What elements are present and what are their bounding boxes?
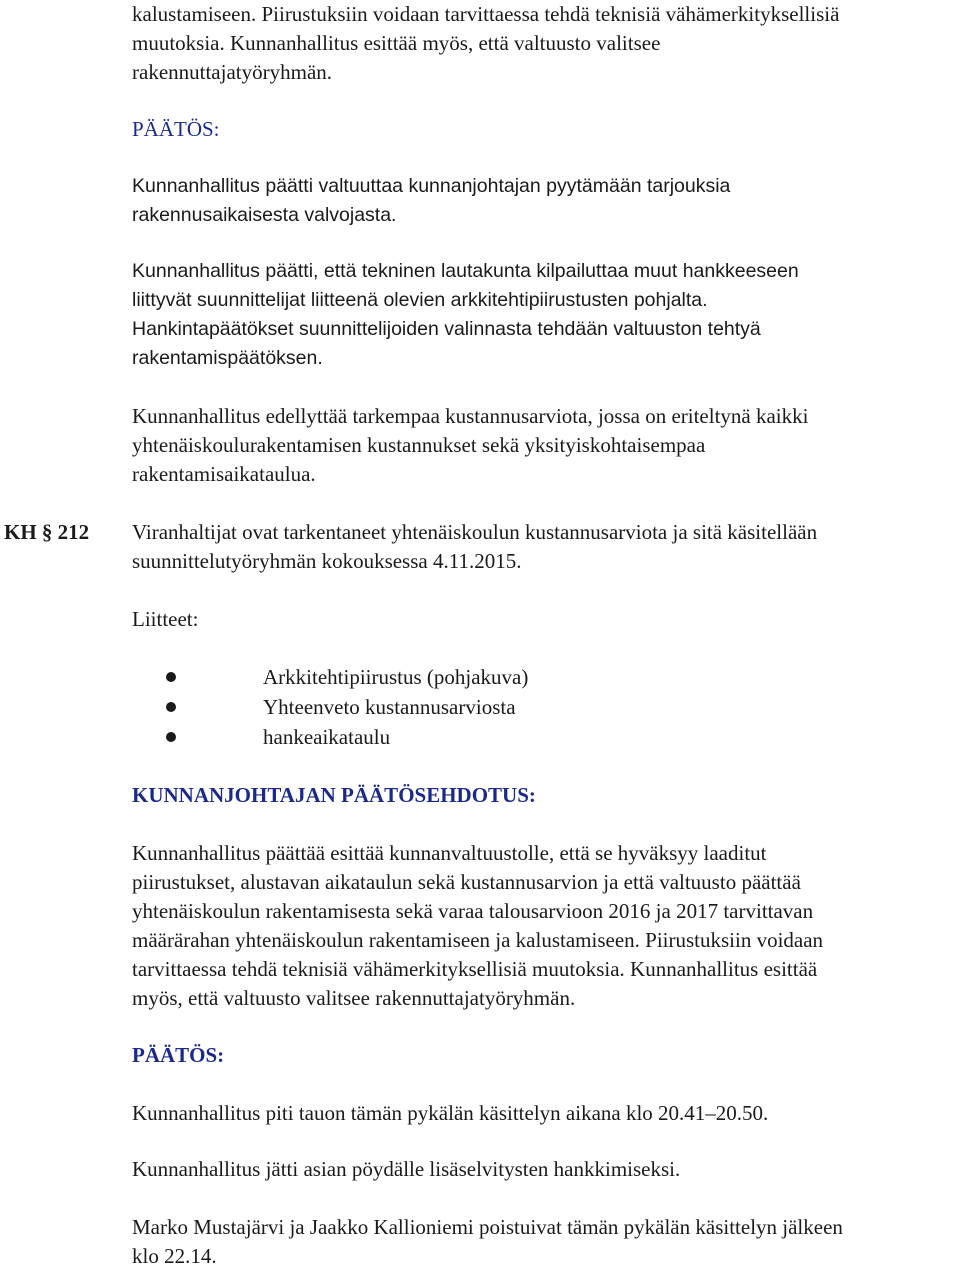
attachment-label: Arkkitehtipiirustus (pohjakuva) (263, 665, 529, 689)
text-line: yhtenäiskoulurakentamisen kustannukset sekä yksityiskohtaisempaa (132, 433, 706, 457)
text-line: Kunnanhallitus päättää esittää kunnanvaltuustolle, että se hyväksyy laaditut (132, 841, 767, 865)
attachments-list (166, 662, 528, 752)
text-line: tarvittaessa tehdä teknisiä vähämerkityksellisiä muutoksia. Kunnanhallitus esittää (132, 957, 818, 981)
text-line: Marko Mustajärvi ja Jaakko Kallioniemi poistuivat tämän pykälän käsittelyn jälkeen (132, 1215, 843, 1239)
text-line: Kunnanhallitus edellyttää tarkempaa kustannusarviota, jossa on eriteltynä kaikki (132, 404, 809, 428)
list-item (166, 692, 528, 722)
bullet-icon (166, 732, 176, 742)
intro-paragraph (132, 0, 960, 87)
text-line: klo 22.14. (132, 1244, 217, 1268)
attachment-label: Yhteenveto kustannusarviosta (263, 695, 516, 719)
text-line: yhtenäiskoulun rakentamisesta sekä varaa talousarvioon 2016 ja 2017 tarvittavan (132, 899, 814, 923)
text-line: liittyvät suunnittelijat liitteenä olevien arkkitehtipiirustusten pohjalta. (132, 289, 708, 311)
list-item (166, 722, 528, 752)
decision-paragraph (132, 1213, 960, 1271)
proposal-paragraph (132, 839, 960, 1013)
text-line: Viranhaltijat ovat tarkentaneet yhtenäiskoulun kustannusarviota ja sitä käsitellään (132, 520, 818, 544)
text-line: piirustukset, alustavan aikataulun sekä kustannusarvion ja että valtuusto päättää (132, 870, 801, 894)
text-line: muutoksia. Kunnanhallitus esittää myös, että valtuusto valitsee (132, 31, 661, 55)
text-line: kalustamiseen. Piirustuksiin voidaan tarvittaessa tehdä teknisiä vähämerkityksellisiä (132, 2, 840, 26)
proposal-heading: KUNNANJOHTAJAN PÄÄTÖSEHDOTUS: (132, 783, 536, 807)
text-line: rakentamisaikataulua. (132, 462, 316, 486)
text-line: Hankintapäätökset suunnittelijoiden valinnasta tehdään valtuuston tehtyä (132, 318, 761, 340)
decision-paragraph (132, 402, 960, 489)
attachments-heading: Liitteet: (132, 607, 199, 631)
text-line: rakennusaikaisesta valvojasta. (132, 204, 397, 226)
attachment-label: hankeaikataulu (263, 725, 391, 749)
text-line: Kunnanhallitus jätti asian pöydälle lisäselvitysten hankkimiseksi. (132, 1157, 681, 1181)
text-line: suunnittelutyöryhmän kokouksessa 4.11.2015. (132, 549, 522, 573)
text-line: rakennuttajatyöryhmän. (132, 60, 333, 84)
decision-paragraph (132, 257, 960, 373)
list-item (166, 662, 528, 692)
decision-paragraph (132, 1099, 960, 1128)
text-line: määrärahan yhtenäiskoulun rakentamiseen ja kalustamiseen. Piirustuksiin voidaan (132, 928, 824, 952)
decision-paragraph (132, 172, 960, 230)
section-paragraph (132, 518, 960, 576)
text-line: Kunnanhallitus piti tauon tämän pykälän käsittelyn aikana klo 20.41–20.50. (132, 1101, 769, 1125)
decision-heading: PÄÄTÖS: (132, 117, 220, 141)
decision-heading: PÄÄTÖS: (132, 1043, 225, 1067)
decision-paragraph (132, 1155, 960, 1184)
text-line: Kunnanhallitus päätti, että tekninen lautakunta kilpailuttaa muut hankkeeseen (132, 260, 799, 282)
section-number: KH § 212 (4, 520, 90, 544)
text-line: myös, että valtuusto valitsee rakennuttajatyöryhmän. (132, 986, 576, 1010)
bullet-icon (166, 672, 176, 682)
text-line: Kunnanhallitus päätti valtuuttaa kunnanjohtajan pyytämään tarjouksia (132, 175, 731, 197)
text-line: rakentamispäätöksen. (132, 347, 323, 369)
bullet-icon (166, 702, 176, 712)
